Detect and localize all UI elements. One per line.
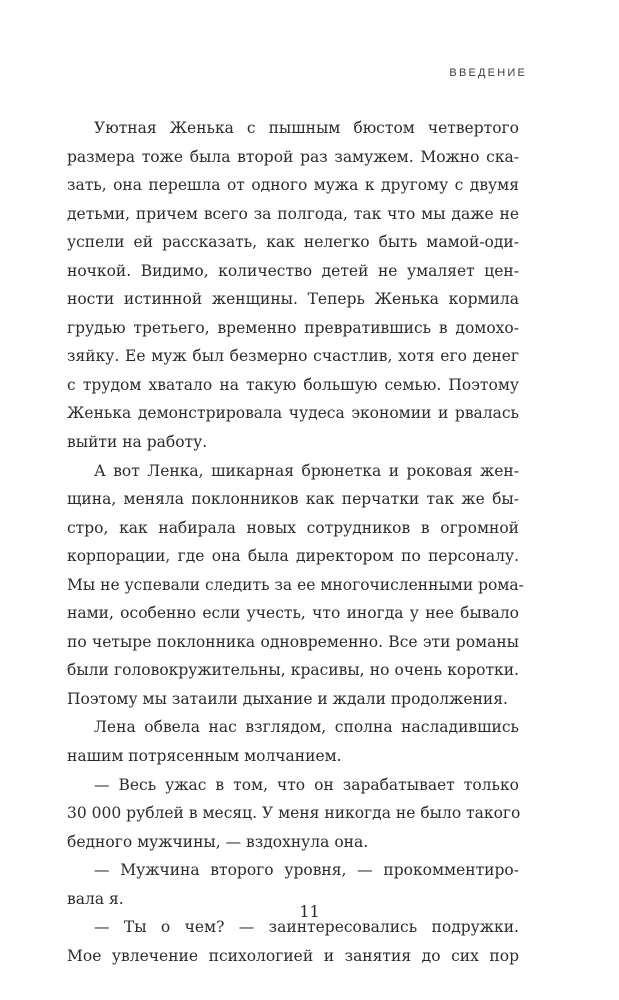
text-line: Лена обвела нас взглядом, сполна насладившись [94,718,519,737]
text-line: щина, меняла поклонников как перчатки так же бы- [67,490,519,509]
text-line: нами, особенно если учесть, что иногда у нее бывало [67,604,519,623]
text-line: успели ей рассказать, как нелегко быть мамой-оди- [67,233,519,252]
text-line: нашим потрясенным молчанием. [67,747,342,766]
text-line: корпорации, где она была директором по персоналу. [67,547,519,566]
text-line: А вот Ленка, шикарная брюнетка и роковая жен- [94,461,519,480]
text-line: ночкой. Видимо, количество детей не умаляет цен- [67,261,519,280]
text-line: по четыре поклонника одновременно. Все эти романы [67,632,519,651]
text-line: размера тоже была второй раз замужем. Можно ска- [67,147,519,166]
text-line: Уютная Женька с пышным бюстом четвертого [94,119,519,137]
body-text [67,114,524,970]
text-line: Мы не успевали следить за ее многочисленными рома- [67,575,524,594]
text-line: зать, она перешла от одного мужа к другому с двумя [67,176,519,195]
text-line: ности истинной женщины. Теперь Женька кормила [67,290,519,309]
text-line: 30 000 рублей в месяц. У меня никогда не было такого [67,804,521,823]
text-line: Женька демонстрировала чудеса экономии и рвалась [67,404,519,423]
text-line: Поэтому мы затаили дыхание и ждали продолжения. [67,689,508,708]
text-line: с трудом хватало на такую большую семью. Поэтому [67,375,519,394]
text-line: — Мужчина второго уровня, — прокомментиро- [94,861,519,880]
text-line: — Ты о чем? — заинтересовались подружки. [94,918,519,937]
text-line: вала я. [67,889,124,908]
text-line: были головокружительны, красивы, но очень коротки. [67,661,519,680]
running-header: ВВЕДЕНИЕ [449,67,527,79]
text-line: — Весь ужас в том, что он зарабатывает только [94,775,519,794]
text-line: бедного мужчины, — вздохнула она. [67,832,369,851]
text-line: выйти на работу. [67,433,208,452]
page-number: 11 [299,902,320,921]
text-line: грудью третьего, временно превратившись в домохо- [67,318,519,337]
text-line: Мое увлечение психологией и занятия до сих пор [67,946,519,965]
text-line: детьми, причем всего за полгода, так что мы даже не [67,204,519,223]
text-line: зяйку. Ее муж был безмерно счастлив, хотя его денег [67,347,519,366]
text-line: стро, как набирала новых сотрудников в огромной [67,518,519,537]
